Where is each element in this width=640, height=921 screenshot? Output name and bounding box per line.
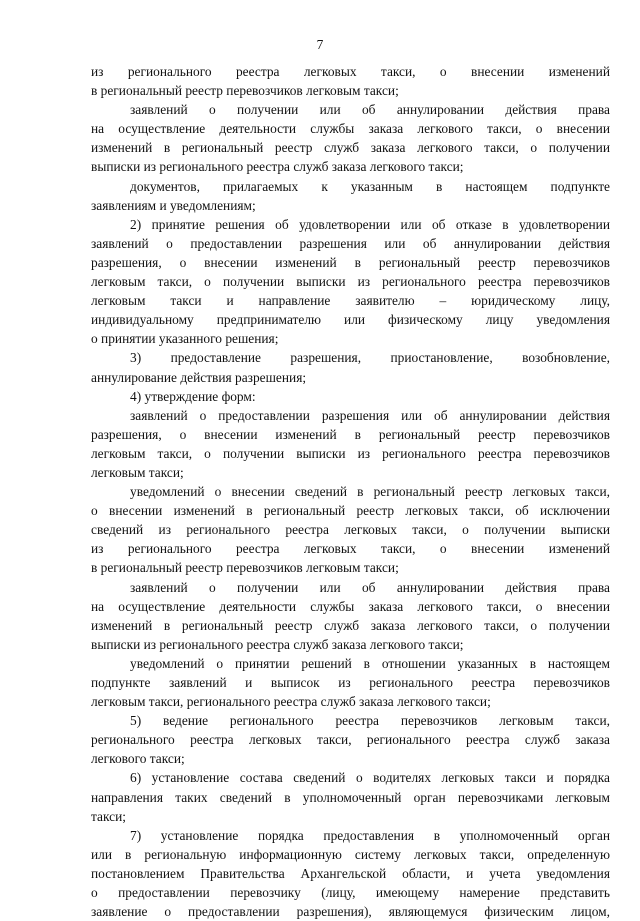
text-line: уведомлений о принятии решений в отношении указанных в настоящем bbox=[130, 655, 610, 671]
text-line: на осуществление деятельности службы заказа легкового такси, о внесении bbox=[91, 598, 610, 614]
text-line: 5) ведение регионального реестра перевозчиков легковым такси, bbox=[130, 713, 610, 729]
paragraph bbox=[91, 348, 610, 386]
text-line: 7) установление порядка предоставления в уполномоченный орган bbox=[130, 827, 610, 843]
text-line: 2) принятие решения об удовлетворении или об отказе в удовлетворении bbox=[130, 216, 610, 232]
paragraph bbox=[91, 768, 610, 825]
text-line: о предоставлении перевозчику (лицу, имеющему намерение представить bbox=[91, 885, 610, 901]
document-body bbox=[91, 62, 610, 921]
text-line: легковым такси и направление заявителю – юридическому лицу, bbox=[91, 293, 610, 309]
text-line: легкового такси; bbox=[91, 751, 185, 767]
text-line: легковым такси, регионального реестра служб заказа легкового такси; bbox=[91, 694, 491, 710]
paragraph bbox=[91, 406, 610, 482]
text-line: в региональный реестр перевозчиков легковым такси; bbox=[91, 83, 399, 99]
text-line: на осуществление деятельности службы заказа легкового такси, о внесении bbox=[91, 121, 610, 137]
paragraph bbox=[91, 482, 610, 577]
text-line: постановлением Правительства Архангельской области, и учета уведомления bbox=[91, 865, 610, 881]
paragraph bbox=[91, 62, 610, 100]
paragraph bbox=[91, 711, 610, 768]
paragraph bbox=[91, 177, 610, 215]
text-line: такси; bbox=[91, 808, 126, 824]
text-line: 6) установление состава сведений о водителях легковых такси и порядка bbox=[130, 770, 610, 786]
text-line: в региональный реестр перевозчиков легковым такси; bbox=[91, 560, 399, 576]
text-line: разрешения, о внесении изменений в региональный реестр перевозчиков bbox=[91, 426, 610, 442]
text-line: регионального реестра легковых такси, регионального реестра служб заказа bbox=[91, 732, 610, 748]
text-line: заявление о предоставлении разрешения), являющемуся физическим лицом, bbox=[91, 904, 610, 920]
text-line: индивидуальному предпринимателю или физическому лицу уведомления bbox=[91, 312, 610, 328]
text-line: выписки из регионального реестра служб заказа легкового такси; bbox=[91, 159, 464, 175]
text-line: из регионального реестра легковых такси, о внесении изменений bbox=[91, 541, 610, 557]
text-line: из регионального реестра легковых такси, о внесении изменений bbox=[91, 64, 610, 79]
text-line: заявлений о получении или об аннулировании действия права bbox=[130, 579, 610, 595]
paragraph bbox=[91, 215, 610, 349]
text-line: 4) утверждение форм: bbox=[130, 388, 256, 404]
text-line: о принятии указанного решения; bbox=[91, 331, 279, 347]
text-line: изменений в региональный реестр служб заказа легкового такси, о получении bbox=[91, 617, 610, 633]
text-line: легковым такси; bbox=[91, 464, 184, 480]
paragraph bbox=[91, 578, 610, 654]
text-line: разрешения, о внесении изменений в региональный реестр перевозчиков bbox=[91, 254, 610, 270]
text-line: сведений из регионального реестра легковых такси, о получении выписки bbox=[91, 522, 610, 538]
text-line: заявлений о предоставлении разрешения или об аннулировании действия bbox=[130, 407, 610, 423]
text-line: заявлений о предоставлении разрешения или об аннулировании действия bbox=[91, 235, 610, 251]
text-line: легковым такси, о получении выписки из регионального реестра перевозчиков bbox=[91, 445, 610, 461]
text-line: изменений в региональный реестр служб заказа легкового такси, о получении bbox=[91, 140, 610, 156]
page-number: 7 bbox=[316, 37, 324, 52]
text-line: или в региональную информационную систему легковых такси, определенную bbox=[91, 846, 610, 862]
text-line: о внесении изменений в региональный реестр легковых такси, об исключении bbox=[91, 503, 610, 519]
paragraph bbox=[91, 100, 610, 176]
paragraph bbox=[91, 654, 610, 711]
text-line: документов, прилагаемых к указанным в настоящем подпункте bbox=[130, 178, 610, 194]
text-line: 3) предоставление разрешения, приостановление, возобновление, bbox=[130, 350, 610, 366]
text-line: легковым такси, о получении выписки из регионального реестра перевозчиков bbox=[91, 274, 610, 290]
text-line: заявлений о получении или об аннулировании действия права bbox=[130, 102, 610, 118]
text-line: уведомлений о внесении сведений в региональный реестр легковых такси, bbox=[130, 484, 610, 500]
paragraph bbox=[91, 387, 610, 406]
text-line: аннулирование действия разрешения; bbox=[91, 369, 307, 385]
text-line: заявлениям и уведомлениям; bbox=[91, 197, 256, 213]
paragraph bbox=[91, 826, 610, 921]
text-line: подпункте заявлений и выписок из регионального реестра перевозчиков bbox=[91, 675, 610, 690]
text-line: направления таких сведений в уполномоченный орган перевозчиками легковым bbox=[91, 789, 610, 805]
text-line: выписки из регионального реестра служб заказа легкового такси; bbox=[91, 636, 464, 652]
